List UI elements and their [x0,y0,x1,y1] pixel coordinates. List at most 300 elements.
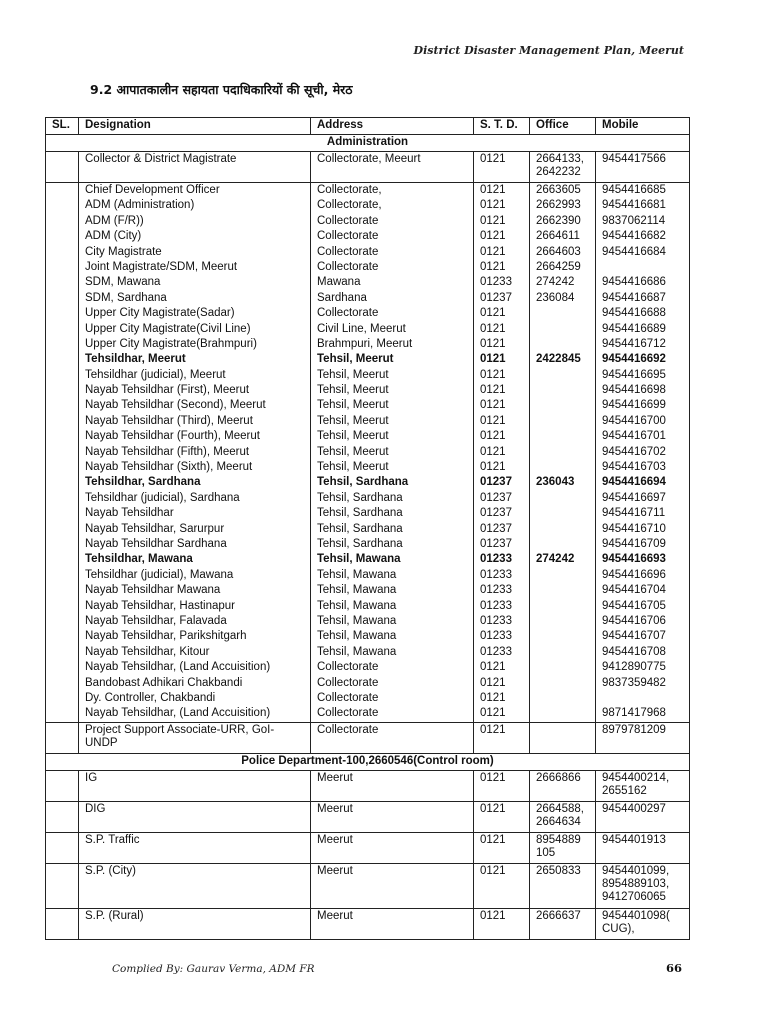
table-row [46,629,690,644]
cell-address: Tehsil, Mawana [311,568,474,583]
cell-mobile: 9454416702 [596,445,690,460]
table-row [46,506,690,521]
cell-std: 01233 [474,599,530,614]
cell-sl [46,445,79,460]
cell-sl [46,291,79,306]
cell-std: 0121 [474,706,530,722]
cell-address: Tehsil, Meerut [311,414,474,429]
table-row [46,460,690,475]
cell-std: 01237 [474,506,530,521]
cell-designation: Upper City Magistrate(Civil Line) [79,322,311,337]
cell-designation: Dy. Controller, Chakbandi [79,691,311,706]
table-row [46,260,690,275]
cell-sl [46,691,79,706]
table-row [46,908,690,939]
cell-designation: Nayab Tehsildhar Sardhana [79,537,311,552]
table-row [46,368,690,383]
cell-designation: S.P. Traffic [79,832,311,863]
cell-designation: Nayab Tehsildhar Mawana [79,583,311,598]
table-row [46,414,690,429]
cell-std: 0121 [474,306,530,321]
cell-std: 0121 [474,260,530,275]
cell-mobile [596,691,690,706]
table-row [46,770,690,801]
cell-std: 01233 [474,583,530,598]
cell-sl [46,629,79,644]
cell-std: 01233 [474,629,530,644]
cell-sl [46,660,79,675]
cell-sl [46,229,79,244]
cell-mobile: 9454416694 [596,475,690,490]
cell-mobile: 9454416706 [596,614,690,629]
table-row [46,245,690,260]
col-sl-header: SL. [46,118,79,135]
table-row [46,229,690,244]
cell-std: 0121 [474,460,530,475]
table-row [46,537,690,552]
cell-std: 0121 [474,214,530,229]
cell-office [530,460,596,475]
cell-office: 274242 [530,552,596,567]
col-mobile-header: Mobile [596,118,690,135]
cell-mobile: 9454400297 [596,801,690,832]
cell-office [530,599,596,614]
cell-mobile: 9454416704 [596,583,690,598]
cell-office [530,568,596,583]
cell-designation: Nayab Tehsildhar (Third), Meerut [79,414,311,429]
cell-office [530,445,596,460]
cell-designation: Bandobast Adhikari Chakbandi [79,676,311,691]
cell-designation: Tehsildhar, Sardhana [79,475,311,490]
cell-designation: Nayab Tehsildhar (Sixth), Meerut [79,460,311,475]
cell-std: 0121 [474,691,530,706]
cell-address: Tehsil, Meerut [311,445,474,460]
cell-office: 2663605 [530,183,596,199]
cell-designation: SDM, Mawana [79,275,311,290]
cell-sl [46,260,79,275]
cell-address: Collectorate [311,722,474,753]
cell-mobile: 9871417968 [596,706,690,722]
table-row [46,383,690,398]
cell-sl [46,863,79,908]
page-number: 66 [665,961,682,975]
cell-std: 01237 [474,522,530,537]
cell-mobile: 9454416688 [596,306,690,321]
cell-address: Meerut [311,801,474,832]
cell-sl [46,676,79,691]
cell-std: 0121 [474,908,530,939]
cell-std: 0121 [474,368,530,383]
cell-mobile: 9454416685 [596,183,690,199]
table-row [46,706,690,722]
cell-std: 0121 [474,229,530,244]
cell-office [530,306,596,321]
cell-mobile: 9454416698 [596,383,690,398]
cell-mobile: 9454416682 [596,229,690,244]
cell-std: 01237 [474,491,530,506]
cell-sl [46,352,79,367]
cell-std: 0121 [474,429,530,444]
cell-sl [46,537,79,552]
cell-office: 2664603 [530,245,596,260]
cell-sl [46,398,79,413]
cell-office [530,322,596,337]
cell-mobile: 9454416699 [596,398,690,413]
cell-mobile: 9454416712 [596,337,690,352]
table-row [46,306,690,321]
table-row [46,322,690,337]
cell-address: Mawana [311,275,474,290]
cell-designation: IG [79,770,311,801]
cell-designation: Nayab Tehsildhar (First), Meerut [79,383,311,398]
cell-mobile: 9454401913 [596,832,690,863]
cell-sl [46,306,79,321]
table-row [46,152,690,183]
cell-office: 8954889 105 [530,832,596,863]
table-row [46,491,690,506]
cell-address: Tehsil, Sardhana [311,491,474,506]
cell-std: 01237 [474,475,530,490]
table-row [46,552,690,567]
cell-designation: Chief Development Officer [79,183,311,199]
cell-sl [46,801,79,832]
cell-designation: Nayab Tehsildhar, Hastinapur [79,599,311,614]
cell-designation: Nayab Tehsildhar, (Land Accuisition) [79,706,311,722]
cell-mobile: 9454416711 [596,506,690,521]
cell-std: 01233 [474,568,530,583]
cell-address: Tehsil, Meerut [311,352,474,367]
cell-designation: ADM (City) [79,229,311,244]
cell-address: Meerut [311,832,474,863]
cell-sl [46,552,79,567]
cell-sl [46,429,79,444]
cell-sl [46,491,79,506]
cell-address: Tehsil, Sardhana [311,475,474,490]
cell-mobile: 9454416687 [596,291,690,306]
cell-std: 0121 [474,337,530,352]
cell-designation: Tehsildhar, Mawana [79,552,311,567]
cell-designation: Collector & District Magistrate [79,152,311,183]
cell-designation: Tehsildhar (judicial), Meerut [79,368,311,383]
section-label: Police Department-100,2660546(Control room) [46,753,690,770]
cell-sl [46,832,79,863]
cell-mobile: 9837359482 [596,676,690,691]
table-row [46,722,690,753]
cell-designation: City Magistrate [79,245,311,260]
cell-office [530,722,596,753]
cell-designation: Nayab Tehsildhar, Kitour [79,645,311,660]
cell-designation: Nayab Tehsildhar, Falavada [79,614,311,629]
cell-address: Collectorate [311,306,474,321]
cell-address: Collectorate, [311,183,474,199]
cell-std: 01233 [474,275,530,290]
cell-office: 2666866 [530,770,596,801]
cell-std: 01233 [474,645,530,660]
cell-std: 0121 [474,863,530,908]
cell-mobile: 9454416686 [596,275,690,290]
cell-mobile: 9454416710 [596,522,690,537]
cell-address: Tehsil, Mawana [311,552,474,567]
cell-office: 2664259 [530,260,596,275]
table-row [46,832,690,863]
footer-compiled-by: Complied By: Gaurav Verma, ADM FR [112,963,315,975]
cell-designation: Upper City Magistrate(Brahmpuri) [79,337,311,352]
cell-office [530,660,596,675]
cell-address: Collectorate [311,691,474,706]
cell-std: 0121 [474,660,530,675]
cell-mobile: 9454417566 [596,152,690,183]
cell-mobile: 9454416684 [596,245,690,260]
cell-office [530,398,596,413]
table-row [46,645,690,660]
cell-std: 0121 [474,676,530,691]
cell-mobile: 9837062114 [596,214,690,229]
cell-std: 0121 [474,245,530,260]
cell-designation: Joint Magistrate/SDM, Meerut [79,260,311,275]
cell-std: 0121 [474,801,530,832]
cell-office [530,337,596,352]
cell-sl [46,506,79,521]
cell-office [530,583,596,598]
cell-sl [46,275,79,290]
table-row [46,691,690,706]
cell-sl [46,722,79,753]
section-title: 9.2 आपातकालीन सहायता पदाधिकारियों की सूची, मेरठ [90,82,353,97]
cell-std: 01237 [474,291,530,306]
table-row [46,475,690,490]
cell-office: 236043 [530,475,596,490]
cell-office [530,506,596,521]
table-row [46,352,690,367]
cell-sl [46,583,79,598]
table-row [46,568,690,583]
cell-std: 0121 [474,198,530,213]
cell-designation: SDM, Sardhana [79,291,311,306]
cell-std: 0121 [474,183,530,199]
section-row-administration [46,135,690,152]
cell-std: 0121 [474,322,530,337]
cell-office [530,614,596,629]
cell-designation: ADM (F/R)) [79,214,311,229]
cell-std: 0121 [474,398,530,413]
cell-designation: Nayab Tehsildhar, Sarurpur [79,522,311,537]
cell-address: Tehsil, Sardhana [311,522,474,537]
cell-mobile: 9454416700 [596,414,690,429]
cell-office: 236084 [530,291,596,306]
cell-office [530,537,596,552]
table-header-row [46,118,690,135]
cell-designation: Nayab Tehsildhar (Fourth), Meerut [79,429,311,444]
cell-office [530,491,596,506]
cell-mobile: 9454416692 [596,352,690,367]
cell-office: 2662390 [530,214,596,229]
cell-mobile: 9454416693 [596,552,690,567]
cell-std: 01233 [474,614,530,629]
table-row [46,614,690,629]
cell-office [530,676,596,691]
cell-sl [46,706,79,722]
col-std-header: S. T. D. [474,118,530,135]
cell-address: Tehsil, Meerut [311,398,474,413]
table-row [46,801,690,832]
cell-mobile: 9454401099, 8954889103, 9412706065 [596,863,690,908]
cell-address: Tehsil, Meerut [311,429,474,444]
cell-sl [46,475,79,490]
cell-sl [46,337,79,352]
cell-address: Tehsil, Mawana [311,645,474,660]
cell-mobile: 9454416695 [596,368,690,383]
cell-sl [46,645,79,660]
cell-address: Collectorate [311,706,474,722]
cell-address: Collectorate [311,676,474,691]
cell-std: 0121 [474,832,530,863]
cell-sl [46,770,79,801]
cell-designation: ADM (Administration) [79,198,311,213]
cell-mobile: 9454401098( CUG), [596,908,690,939]
cell-address: Meerut [311,908,474,939]
cell-office: 2650833 [530,863,596,908]
cell-address: Tehsil, Mawana [311,614,474,629]
cell-designation: Nayab Tehsildhar, (Land Accuisition) [79,660,311,675]
cell-mobile: 9454416689 [596,322,690,337]
cell-std: 0121 [474,383,530,398]
cell-mobile: 9412890775 [596,660,690,675]
cell-address: Tehsil, Sardhana [311,537,474,552]
cell-sl [46,183,79,199]
officials-table [45,117,690,940]
cell-designation: S.P. (City) [79,863,311,908]
cell-office: 2422845 [530,352,596,367]
cell-sl [46,214,79,229]
table-row [46,337,690,352]
cell-mobile: 9454416703 [596,460,690,475]
table-row [46,291,690,306]
cell-address: Meerut [311,863,474,908]
cell-office: 2666637 [530,908,596,939]
cell-office: 274242 [530,275,596,290]
table-row [46,863,690,908]
cell-address: Tehsil, Meerut [311,383,474,398]
cell-sl [46,368,79,383]
cell-address: Tehsil, Meerut [311,368,474,383]
cell-mobile: 9454416696 [596,568,690,583]
cell-designation: S.P. (Rural) [79,908,311,939]
cell-office: 2664133, 2642232 [530,152,596,183]
cell-designation: Upper City Magistrate(Sadar) [79,306,311,321]
cell-designation: Tehsildhar (judicial), Mawana [79,568,311,583]
cell-mobile: 8979781209 [596,722,690,753]
cell-sl [46,245,79,260]
cell-address: Tehsil, Meerut [311,460,474,475]
cell-address: Tehsil, Mawana [311,583,474,598]
table-row [46,183,690,199]
cell-mobile: 9454416708 [596,645,690,660]
running-header: District Disaster Management Plan, Meerut [413,44,684,57]
cell-std: 01237 [474,537,530,552]
cell-designation: Tehsildhar (judicial), Sardhana [79,491,311,506]
cell-office [530,383,596,398]
cell-mobile: 9454416707 [596,629,690,644]
cell-address: Brahmpuri, Meerut [311,337,474,352]
table-row [46,445,690,460]
cell-sl [46,599,79,614]
cell-designation: Nayab Tehsildhar [79,506,311,521]
cell-address: Tehsil, Mawana [311,599,474,614]
cell-mobile: 9454416705 [596,599,690,614]
cell-office [530,629,596,644]
cell-office: 2664611 [530,229,596,244]
cell-address: Collectorate [311,660,474,675]
cell-designation: Project Support Associate-URR, GoI-UNDP [79,722,311,753]
section-label: Administration [46,135,690,152]
table-row [46,660,690,675]
cell-address: Collectorate, [311,198,474,213]
cell-address: Collectorate, Meeurt [311,152,474,183]
cell-address: Civil Line, Meerut [311,322,474,337]
cell-office [530,645,596,660]
table-row [46,676,690,691]
cell-std: 0121 [474,414,530,429]
cell-sl [46,152,79,183]
col-address-header: Address [311,118,474,135]
cell-mobile: 9454400214, 2655162 [596,770,690,801]
cell-sl [46,322,79,337]
cell-office [530,429,596,444]
cell-office [530,691,596,706]
cell-office [530,414,596,429]
cell-sl [46,614,79,629]
cell-designation: Nayab Tehsildhar (Second), Meerut [79,398,311,413]
cell-mobile: 9454416681 [596,198,690,213]
cell-sl [46,460,79,475]
cell-address: Tehsil, Sardhana [311,506,474,521]
cell-address: Collectorate [311,245,474,260]
cell-std: 0121 [474,445,530,460]
cell-office: 2662993 [530,198,596,213]
cell-sl [46,522,79,537]
cell-sl [46,198,79,213]
cell-address: Tehsil, Mawana [311,629,474,644]
cell-sl [46,908,79,939]
table-row [46,214,690,229]
table-row [46,275,690,290]
cell-office [530,706,596,722]
cell-designation: Tehsildhar, Meerut [79,352,311,367]
cell-address: Collectorate [311,260,474,275]
table-row [46,583,690,598]
cell-sl [46,414,79,429]
cell-sl [46,383,79,398]
cell-address: Sardhana [311,291,474,306]
table-row [46,429,690,444]
cell-address: Collectorate [311,229,474,244]
cell-std: 01233 [474,552,530,567]
table-row [46,398,690,413]
cell-std: 0121 [474,770,530,801]
table-row [46,599,690,614]
section-row-police [46,753,690,770]
cell-designation: Nayab Tehsildhar, Parikshitgarh [79,629,311,644]
cell-sl [46,568,79,583]
cell-mobile: 9454416709 [596,537,690,552]
cell-std: 0121 [474,722,530,753]
cell-std: 0121 [474,352,530,367]
cell-mobile: 9454416701 [596,429,690,444]
cell-office: 2664588, 2664634 [530,801,596,832]
cell-mobile: 9454416697 [596,491,690,506]
cell-office [530,522,596,537]
table-row [46,522,690,537]
